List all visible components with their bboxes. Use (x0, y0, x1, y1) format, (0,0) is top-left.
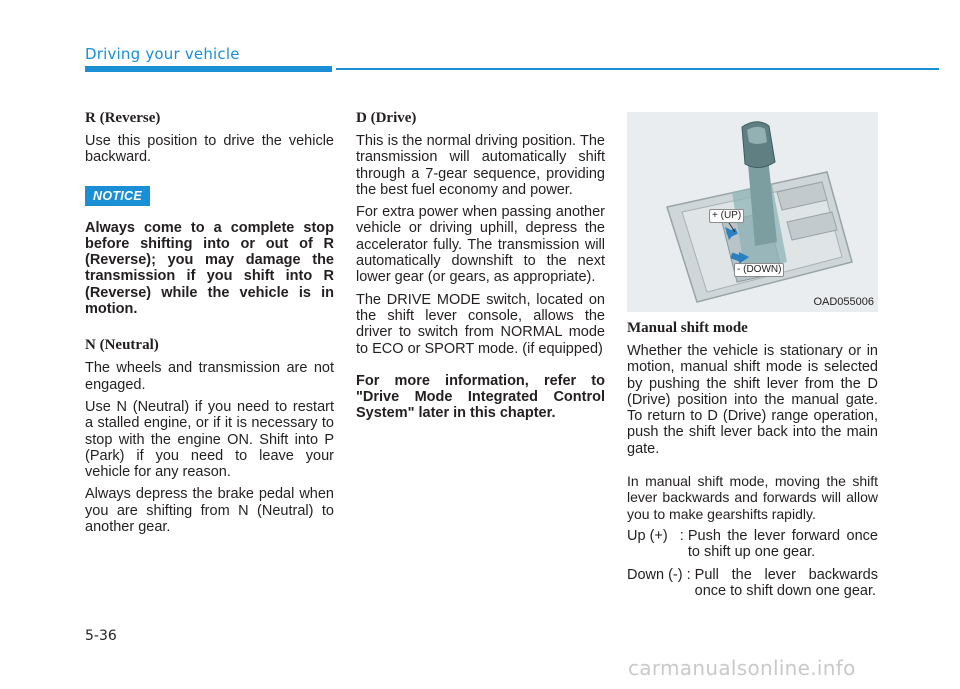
neutral-heading: N (Neutral) (85, 337, 159, 354)
up-label: + (UP) (709, 209, 744, 223)
neutral-paragraph-1: The wheels and transmission are not engaged. (85, 360, 334, 393)
down-list-item (627, 567, 878, 600)
reverse-heading: R (Reverse) (85, 110, 161, 126)
down-value: Pull the lever backwards once to shift down one gear. (694, 566, 878, 599)
up-value: Push the lever forward once to shift up one gear. (687, 527, 878, 561)
manual-paragraph-2: In manual shift mode, moving the shift lever backwards and forwards will allow you to make gearshifts rapidly. (627, 473, 878, 522)
shift-lever-figure (627, 112, 878, 312)
down-key: Down (-) : (627, 566, 695, 583)
column-middle (356, 110, 605, 428)
neutral-paragraph-3: Always depress the brake pedal when you are shifting from N (Neutral) to another gear. (85, 486, 334, 536)
neutral-paragraph-2: Use N (Neutral) if you need to restart a stalled engine, or if it is necessary to stop with the engine ON. Shift into P (Park) if you need to leave your vehicle for any reason. (85, 398, 334, 481)
down-label: - (DOWN) (734, 263, 784, 277)
notice-badge: NOTICE (85, 186, 150, 206)
drive-paragraph-2: For extra power when passing another vehicle or driving uphill, depress the accelerator fully. The transmission will automatically downshift to the next lower gear (or gears, as appropriate). (356, 204, 605, 286)
figure-code: OAD055006 (813, 296, 874, 308)
shift-lever-illustration (627, 112, 878, 312)
drive-heading: D (Drive) (356, 110, 417, 126)
up-key: Up (+) : (627, 527, 688, 544)
header-rule-thin (336, 68, 939, 70)
notice-text: Always come to a complete stop before shifting into or out of R (Reverse); you may damage the transmission if you shift into R (Reverse) while the vehicle is in motion. (85, 219, 334, 318)
header-rule-thick (85, 66, 332, 72)
manual-paragraph-1: Whether the vehicle is stationary or in motion, manual shift mode is selected by pushing the shift lever from the D (Drive) position into the manual gate. To return to D (Drive) range operation, push the shift lever back into the main gate. (627, 343, 878, 457)
watermark: carmanualsonline.info (628, 656, 856, 680)
page-number: 5-36 (85, 628, 117, 644)
drive-paragraph-3: The DRIVE MODE switch, located on the shift lever console, allows the driver to switch from NORMAL mode to ECO or SPORT mode. (if equipped) (356, 291, 605, 357)
section-title: Driving your vehicle (85, 45, 240, 63)
manual-heading: Manual shift mode (627, 320, 748, 336)
column-left (85, 110, 334, 541)
drive-paragraph-4: For more information, refer to "Drive Mode Integrated Control System" later in this chapter. (356, 372, 605, 422)
reverse-text: Use this position to drive the vehicle backward. (85, 133, 334, 166)
column-right (627, 112, 878, 605)
up-list-item (627, 528, 878, 561)
drive-paragraph-1: This is the normal driving position. The transmission will automatically shift through a 7-gear sequence, providing the best fuel economy and power. (356, 133, 605, 198)
